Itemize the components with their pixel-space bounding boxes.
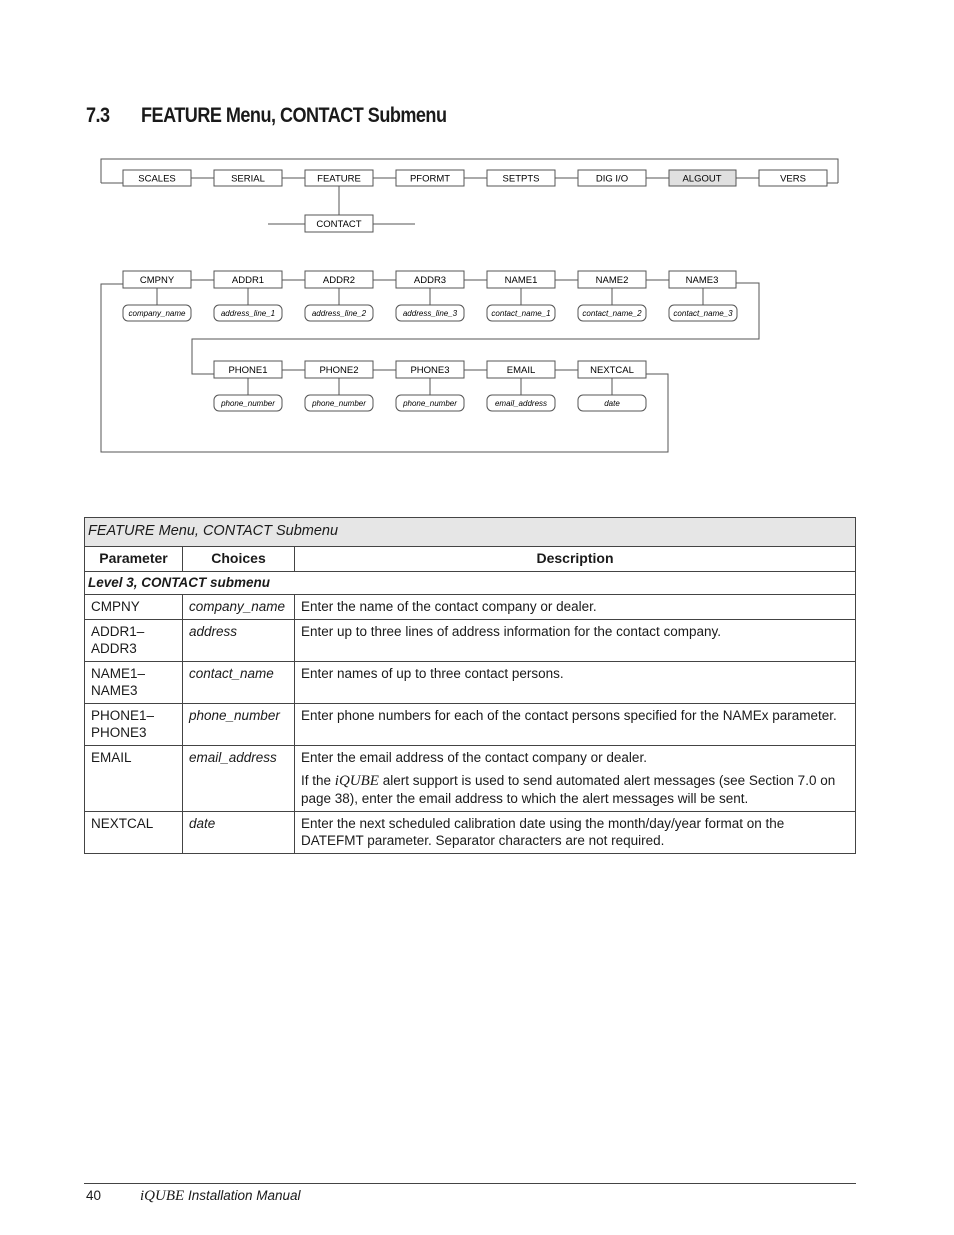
param-cell: NAME1–NAME3 bbox=[85, 662, 183, 704]
footer-brand: iQUBE bbox=[140, 1188, 185, 1204]
table-row bbox=[85, 746, 856, 812]
choice-cell: company_name bbox=[183, 595, 295, 620]
param-box-name1 bbox=[487, 271, 555, 288]
description-text: alert support is used to send automated alert messages (see Section 7.0 on page 38), enter the email address to which the alert messages will be sent. bbox=[301, 773, 836, 806]
description-cell bbox=[295, 746, 856, 812]
param-box-addr3 bbox=[396, 271, 464, 288]
menu-label: PFORMT bbox=[409, 173, 451, 185]
value-pill bbox=[214, 305, 282, 321]
menu-box-algout bbox=[669, 170, 736, 186]
level-row bbox=[85, 572, 856, 595]
parameter-table bbox=[84, 517, 856, 854]
choice-cell: contact_name bbox=[183, 662, 295, 704]
page-number: 40 bbox=[86, 1188, 102, 1203]
header-description: Description bbox=[295, 547, 856, 572]
table-header-row bbox=[85, 547, 856, 572]
choice-cell: email_address bbox=[183, 746, 295, 812]
param-label: PHONE2 bbox=[319, 365, 359, 376]
description-cell: Enter phone numbers for each of the contact persons specified for the NAMEx parameter. bbox=[295, 704, 856, 746]
menu-box-feature bbox=[305, 170, 373, 186]
param-box-email bbox=[487, 361, 555, 378]
value-pill bbox=[305, 305, 373, 321]
param-box-phone1 bbox=[214, 361, 282, 378]
param-box-phone2 bbox=[305, 361, 373, 378]
menu-label: DIG I/O bbox=[595, 173, 629, 185]
footer-rule bbox=[84, 1183, 856, 1184]
value-pill bbox=[214, 395, 282, 411]
param-label: CMPNY bbox=[139, 275, 175, 286]
choice-cell: date bbox=[183, 812, 295, 854]
param-box-phone3 bbox=[396, 361, 464, 378]
table-row bbox=[85, 704, 856, 746]
value-pill bbox=[578, 305, 646, 321]
value-pill bbox=[487, 395, 555, 411]
description-paragraph: Enter the email address of the contact company or dealer. bbox=[301, 750, 647, 765]
brand-name: iQUBE bbox=[334, 773, 379, 789]
value-label: address_line_1 bbox=[220, 309, 276, 318]
param-label: NAME3 bbox=[685, 275, 719, 286]
value-row-1 bbox=[123, 305, 737, 321]
menu-diagram bbox=[0, 0, 954, 475]
value-label: address_line_2 bbox=[311, 309, 367, 318]
section-title: FEATURE Menu, CONTACT Submenu bbox=[141, 104, 447, 127]
param-label: NAME1 bbox=[504, 275, 538, 286]
description-cell: Enter names of up to three contact persons. bbox=[295, 662, 856, 704]
menu-box-dig-io bbox=[578, 170, 646, 186]
table-row bbox=[85, 595, 856, 620]
value-pill bbox=[669, 305, 737, 321]
param-label: PHONE1 bbox=[228, 365, 268, 376]
value-label: company_name bbox=[128, 309, 186, 318]
param-label: NAME2 bbox=[595, 275, 629, 286]
param-cell: PHONE1–PHONE3 bbox=[85, 704, 183, 746]
param-box-name2 bbox=[578, 271, 646, 288]
value-label: phone_number bbox=[221, 399, 275, 408]
value-label: address_line_3 bbox=[402, 309, 458, 318]
menu-label: SCALES bbox=[138, 173, 176, 185]
menu-box-vers bbox=[759, 170, 827, 186]
value-pill bbox=[305, 395, 373, 411]
description-cell: Enter up to three lines of address information for the contact company. bbox=[295, 620, 856, 662]
menu-label: FEATURE bbox=[317, 173, 361, 185]
param-row-1 bbox=[123, 271, 736, 288]
param-label: ADDR3 bbox=[413, 275, 447, 286]
value-label: phone_number bbox=[403, 399, 457, 408]
value-pill bbox=[396, 395, 464, 411]
menu-box-scales bbox=[123, 170, 191, 186]
menu-diagram-svg bbox=[0, 0, 954, 470]
menu-box-pformt bbox=[396, 170, 464, 186]
param-cell: ADDR1–ADDR3 bbox=[85, 620, 183, 662]
description-cell: Enter the name of the contact company or dealer. bbox=[295, 595, 856, 620]
value-label: contact_name_3 bbox=[673, 309, 733, 318]
param-label: NEXTCAL bbox=[590, 365, 634, 376]
value-label: phone_number bbox=[312, 399, 366, 408]
param-cell: CMPNY bbox=[85, 595, 183, 620]
menu-box-setpts bbox=[487, 170, 555, 186]
level-label: Level 3, CONTACT submenu bbox=[85, 572, 856, 595]
menu-label: VERS bbox=[780, 173, 806, 185]
description-cell: Enter the next scheduled calibration date using the month/day/year format on the DATEFMT parameter. Separator characters are not required. bbox=[295, 812, 856, 854]
param-box-nextcal bbox=[578, 361, 646, 378]
value-row-2 bbox=[214, 395, 646, 411]
submenu-label: CONTACT bbox=[316, 219, 362, 230]
param-label: ADDR2 bbox=[322, 275, 356, 286]
value-pill bbox=[487, 305, 555, 321]
param-box-addr1 bbox=[214, 271, 282, 288]
param-row-2 bbox=[214, 361, 646, 378]
section-number: 7.3 bbox=[86, 104, 110, 127]
param-box-addr2 bbox=[305, 271, 373, 288]
menu-label: SETPTS bbox=[502, 173, 540, 185]
value-pill bbox=[396, 305, 464, 321]
description-text: If the bbox=[301, 773, 335, 788]
menu-label: ALGOUT bbox=[682, 173, 722, 185]
submenu-box-contact bbox=[305, 215, 373, 232]
value-pill bbox=[123, 305, 191, 321]
footer-manual-title: Installation Manual bbox=[187, 1188, 301, 1203]
header-parameter: Parameter bbox=[85, 547, 183, 572]
param-label: EMAIL bbox=[506, 365, 536, 376]
choice-cell: address bbox=[183, 620, 295, 662]
table-row bbox=[85, 812, 856, 854]
value-label: contact_name_2 bbox=[582, 309, 642, 318]
param-cell: NEXTCAL bbox=[85, 812, 183, 854]
menu-box-serial bbox=[214, 170, 282, 186]
value-label: contact_name_1 bbox=[491, 309, 551, 318]
header-choices: Choices bbox=[183, 547, 295, 572]
description-paragraph bbox=[301, 772, 849, 807]
param-label: ADDR1 bbox=[231, 275, 265, 286]
menu-label: SERIAL bbox=[231, 173, 265, 185]
value-pill bbox=[578, 395, 646, 411]
table-row bbox=[85, 620, 856, 662]
param-box-name3 bbox=[669, 271, 736, 288]
value-label: email_address bbox=[494, 399, 548, 408]
value-label: date bbox=[604, 399, 620, 408]
param-box-cmpny bbox=[123, 271, 191, 288]
page-footer bbox=[86, 1188, 301, 1205]
param-cell: EMAIL bbox=[85, 746, 183, 812]
choice-cell: phone_number bbox=[183, 704, 295, 746]
table-title: FEATURE Menu, CONTACT Submenu bbox=[85, 518, 856, 547]
table-title-row bbox=[85, 518, 856, 547]
param-label: PHONE3 bbox=[410, 365, 450, 376]
table-row bbox=[85, 662, 856, 704]
